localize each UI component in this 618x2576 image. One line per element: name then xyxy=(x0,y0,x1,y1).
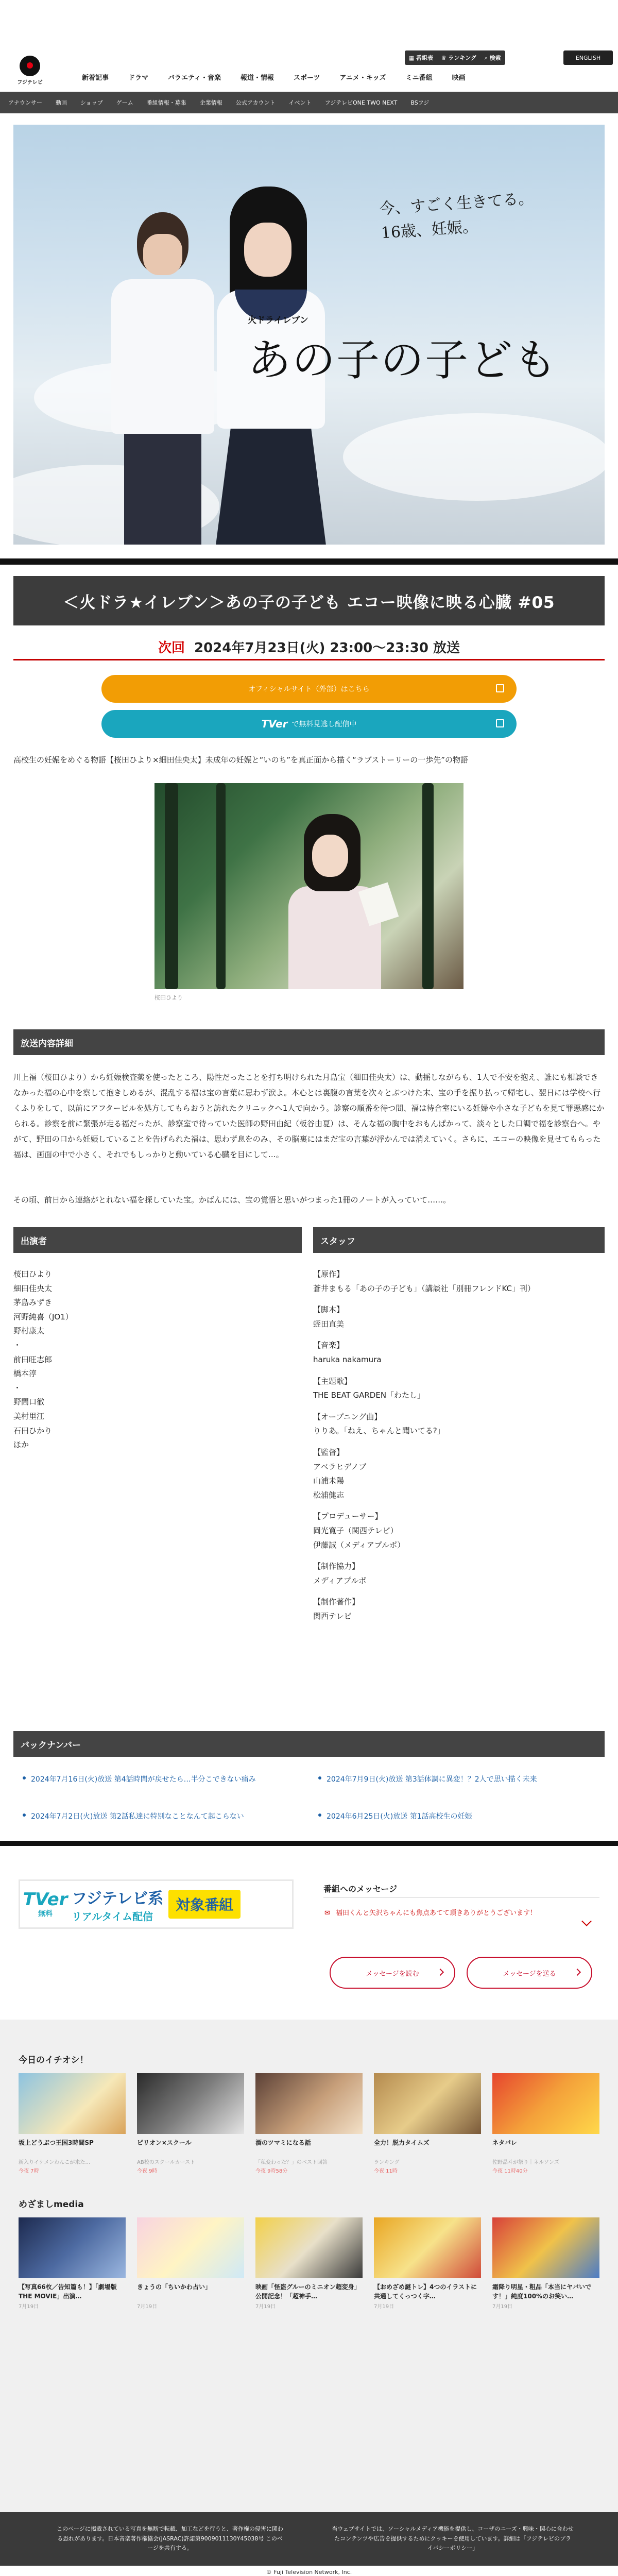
staff-item: 関西テレビ xyxy=(313,1611,352,1621)
arrow-right-icon xyxy=(574,1969,581,1976)
photo-caption: 桜田ひより xyxy=(154,994,183,1001)
search-button[interactable]: ⌕ 検索 xyxy=(484,55,501,61)
cast-item: 桜田ひより xyxy=(13,1269,53,1279)
divider xyxy=(0,558,618,565)
subnav-video[interactable]: 動画 xyxy=(56,99,67,106)
tver-realtime-banner[interactable] xyxy=(19,1879,294,1929)
backnumber-link-ep1[interactable]: 2024年6月25日(火)放送 第1話高校生の妊娠 xyxy=(327,1809,605,1824)
staff-label: 【音楽】 xyxy=(313,1341,345,1350)
subnav-corporate[interactable]: 企業情報 xyxy=(199,99,222,106)
staff-item: 岡光寛子（関西テレビ） xyxy=(313,1526,398,1535)
subnav-program-info[interactable]: 番組情報・募集 xyxy=(146,99,186,106)
read-messages-button[interactable]: メッセージを読む xyxy=(330,1957,455,1989)
cast-heading: 出演者 xyxy=(13,1227,302,1253)
english-button[interactable]: ENGLISH xyxy=(563,50,613,65)
utility-bar xyxy=(405,50,505,65)
staff-item: 伊藤誠（メディアプルポ） xyxy=(313,1540,405,1550)
mezamashi-card[interactable]: きょうの「ちいかわ占い」 7月19日 xyxy=(137,2217,244,2310)
hero-title: あの子の子ども xyxy=(248,335,558,385)
mezamashi-card[interactable]: 映画「怪盗グルーのミニオン超変身」公開記念！「超神手… 7月19日 xyxy=(255,2217,363,2310)
subnav-shop[interactable]: ショップ xyxy=(80,99,103,106)
official-site-label: オフィシャルサイト（外部）はこちら xyxy=(248,685,370,693)
cast-item: 細田佳央太 xyxy=(13,1283,53,1293)
staff-item: りりあ。「ねえ、ちゃんと聞いてる?」 xyxy=(313,1426,445,1436)
program-lead: 高校生の妊娠をめぐる物語【桜田ひより×細田佳央太】未成年の妊娠と“いのち”を真正面から描く“ラブストーリーの一歩先”の物語 xyxy=(13,755,469,765)
ranking-button[interactable]: ♛ ランキング xyxy=(441,55,476,61)
subnav-game[interactable]: ゲーム xyxy=(116,99,133,106)
nav-drama[interactable]: ドラマ xyxy=(128,74,149,82)
staff-item: メディアプルポ xyxy=(313,1575,367,1585)
subnav-announcer[interactable]: アナウンサー xyxy=(8,99,42,106)
staff-item: haruka nakamura xyxy=(313,1354,382,1364)
arrow-right-icon xyxy=(437,1969,444,1976)
hero-key-visual xyxy=(13,125,605,545)
cast-item: ・ xyxy=(13,1340,22,1350)
staff-label: 【プロデューサー】 xyxy=(313,1512,383,1521)
staff-item: 蒼井まもる「あの子の子ども」（講談社「別冊フレンドKC」刊） xyxy=(313,1283,536,1293)
next-date: 2024年7月23日(火) 23:00〜23:30 放送 xyxy=(194,640,460,656)
episode-title: ＜火ドラ★イレブン＞あの子の子ども エコー映像に映る心臓 #05 xyxy=(13,576,605,625)
cast-item: 美村里江 xyxy=(13,1411,45,1421)
hero-slot-label: 火ドライレブン xyxy=(248,315,308,326)
cast-item: 茅島みずき xyxy=(13,1298,53,1308)
staff-label: 【脚本】 xyxy=(313,1305,345,1315)
mezamashi-card[interactable]: 霜降り明星・粗品「本当にヤバいです！」純度100%のお笑い… 7月19日 xyxy=(492,2217,599,2310)
backnumber-heading: バックナンバー xyxy=(13,1731,605,1757)
cast-item: ほか xyxy=(13,1440,29,1450)
cast-item: 野村康太 xyxy=(13,1326,45,1336)
nav-movies[interactable]: 映画 xyxy=(452,74,466,82)
hero-tagline: 今、すごく生きてる。16歳、妊娠。 xyxy=(379,189,535,242)
subnav-official-accounts[interactable]: 公式アカウント xyxy=(235,99,276,106)
cast-item: 前田旺志郎 xyxy=(13,1354,53,1364)
logo-text: フジテレビ xyxy=(17,80,43,86)
latest-message: ✉ 福田くんと矢沢ちゃんにも焦点あてて頂きありがとうございます！ xyxy=(336,1908,598,1919)
nav-mini-programs[interactable]: ミニ番組 xyxy=(405,74,433,82)
staff-item: THE BEAT GARDEN「わたし」 xyxy=(313,1391,425,1400)
staff-label: 【制作著作】 xyxy=(313,1597,360,1607)
recommend-card[interactable]: 酒のツマミになる話 「私変わった？」のベスト回答 今夜 9時58分 xyxy=(255,2073,363,2174)
staff-label: 【制作協力】 xyxy=(313,1562,360,1571)
scene-photo xyxy=(154,783,464,989)
nav-news-info[interactable]: 報道・情報 xyxy=(241,74,274,82)
staff-label: 【監督】 xyxy=(313,1447,345,1457)
subnav-bsfuji[interactable]: BSフジ xyxy=(410,99,430,106)
staff-heading: スタッフ xyxy=(313,1227,605,1253)
site-footer xyxy=(0,2512,618,2566)
cast-item: 河野純喜（JO1） xyxy=(13,1312,73,1321)
tver-label: で無料見逃し配信中 xyxy=(291,720,357,728)
staff-label: 【原作】 xyxy=(313,1269,345,1279)
story-heading: 放送内容詳細 xyxy=(13,1029,605,1055)
nav-anime-kids[interactable]: アニメ・キッズ xyxy=(339,74,386,82)
mezamashi-heading: めざましmedia xyxy=(19,2199,84,2210)
tver-target-tag: 対象番組 xyxy=(168,1890,241,1919)
external-link-icon xyxy=(496,719,504,727)
staff-list xyxy=(313,1267,605,1623)
send-message-button[interactable]: メッセージを送る xyxy=(467,1957,592,1989)
tver-banner-text: フジテレビ系 リアルタイム配信 xyxy=(72,1889,164,1923)
next-label: 次回 xyxy=(158,640,185,656)
footer-copyright-notice: このページに掲載されている写真を無断で転載、加工などを行うと、著作権の侵害に関わる恐れがあります。日本音楽著作権協会(JASRAC)許諾第9009011130Y45038号 このページを共有する。 xyxy=(57,2526,283,2552)
staff-item: アベラヒデノブ xyxy=(313,1462,367,1471)
cast-list xyxy=(13,1267,302,1452)
mezamashi-card[interactable]: 【写真66枚／告知篇も！】「劇場版 THE MOVIE」出演… 7月19日 xyxy=(19,2217,126,2310)
cast-item: 石田ひかり xyxy=(13,1426,53,1435)
recommend-card[interactable]: 全力！脱力タイムズ ランキング 今夜 11時 xyxy=(374,2073,481,2174)
site-header xyxy=(0,0,618,92)
staff-label: 【オープニング曲】 xyxy=(313,1412,382,1421)
recommend-card[interactable]: ネタパレ 佐野晶斗が祭り｜ネルソンズ 今夜 11時40分 xyxy=(492,2073,599,2174)
nav-variety-music[interactable]: バラエティ・音楽 xyxy=(168,74,221,82)
tver-logo: TVer xyxy=(261,718,288,730)
staff-item: 蛭田直美 xyxy=(313,1319,345,1329)
recommend-card[interactable]: ピリオン×スクール AB校のスクールカースト 今夜 9時 xyxy=(137,2073,244,2174)
staff-item: 山浦未陽 xyxy=(313,1476,345,1486)
story-body: 川上福（桜田ひより）から妊娠検査薬を使ったところ、陽性だったことを打ち明けられた月島宝（細田佳央太）は、動揺しながらも、1人で不安を抱え、誰にも相談できなかった福の心中を察して抱きしめるが、混乱する福は宝の言葉に思わず涙よ。本心とは裏腹の言葉を次々とぶつけた末、宝の手を振り払って帰宅し、翌日には学校へ行くふりをして、以前にアフターピルを処方してもらおうと訪れたクリニックへ1人で向かう。診察の順番を待つ間、福は待合室にいる妊婦や小さな子どもを見て罪悪感にかられる。診察を前に緊張が走る福だったが、診察室で待っていた医師の野田由紀（板谷由夏）は、そんな福の胸中をおもんぱかって、淡々とした口調で福を診察台へ。やがて、野田の口から妊娠していることを告げられた福は、思わず息をのみ、その脳裏にはまだ宝の言葉が浮かんでは消えていく。さらに、エコーの映像を見せてもらった福は、画面の中で小さく、それでもしっかりと動いている心臓を目にして…。 xyxy=(13,1073,605,1159)
official-site-button[interactable] xyxy=(101,675,517,703)
copyright: © Fuji Television Network, Inc. xyxy=(266,2569,352,2575)
staff-item: 松浦健志 xyxy=(313,1490,345,1500)
backnumber-link-ep3[interactable]: 2024年7月9日(火)放送 第3話体調に異変！？2人で思い描く未来 xyxy=(327,1772,605,1787)
next-broadcast xyxy=(13,635,605,660)
cast-item: 野間口徹 xyxy=(13,1397,45,1407)
sub-nav xyxy=(0,92,618,113)
recommend-heading: 今日のイチオシ！ xyxy=(19,2055,89,2065)
nav-new-articles[interactable]: 新着記事 xyxy=(82,74,109,82)
subnav-one-two-next[interactable]: フジテレビONE TWO NEXT xyxy=(324,99,398,106)
global-nav xyxy=(72,72,475,82)
cast-item: 橋本淳 xyxy=(13,1369,37,1379)
external-link-icon xyxy=(496,684,504,692)
backnumber-link-ep4[interactable]: 2024年7月16日(火)放送 第4話時間が戻せたら…半分こできない痛み xyxy=(31,1772,299,1787)
backnumber-link-ep2[interactable]: 2024年7月2日(火)放送 第2話私達に特別なことなんて起こらない xyxy=(31,1809,299,1824)
staff-label: 【主題歌】 xyxy=(313,1376,352,1386)
message-heading: 番組へのメッセージ xyxy=(323,1884,398,1894)
subnav-events[interactable]: イベント xyxy=(288,99,312,106)
footer-cookie-notice: 当ウェブサイトでは、ソーシャルメディア機能を提供し、コーザのニーズ・興味・関心に合わせたコンテンツや広告を提供するためにクッキーを使用しています。詳細は「フジテレビのプライバシーポリシー」 xyxy=(332,2526,574,2552)
cloud-shape xyxy=(343,413,605,501)
recommend-card[interactable]: 坂上どうぶつ王国3時間SP 新入りイケメンわんこが来た… 今夜 7時 xyxy=(19,2073,126,2174)
tv-guide-button[interactable]: ▦ 番組表 xyxy=(409,55,433,61)
tver-button[interactable] xyxy=(101,710,517,738)
story-body-2: その頃、前日から連絡がとれない福を探していた宝。かばんには、宝の覚悟と思いがつまった1冊のノートが入っていて……。 xyxy=(13,1195,451,1205)
mezamashi-card[interactable]: 【おめざめ謎トレ】4つのイラストに共通してくっつく字… 7月19日 xyxy=(374,2217,481,2310)
fujitv-logo[interactable] xyxy=(15,56,44,86)
tver-logo-icon: TVer 無料 xyxy=(24,1883,66,1925)
eye-mark-icon xyxy=(20,56,40,76)
divider xyxy=(0,1841,618,1846)
nav-sports[interactable]: スポーツ xyxy=(294,74,320,82)
cast-item: ・ xyxy=(13,1383,22,1393)
